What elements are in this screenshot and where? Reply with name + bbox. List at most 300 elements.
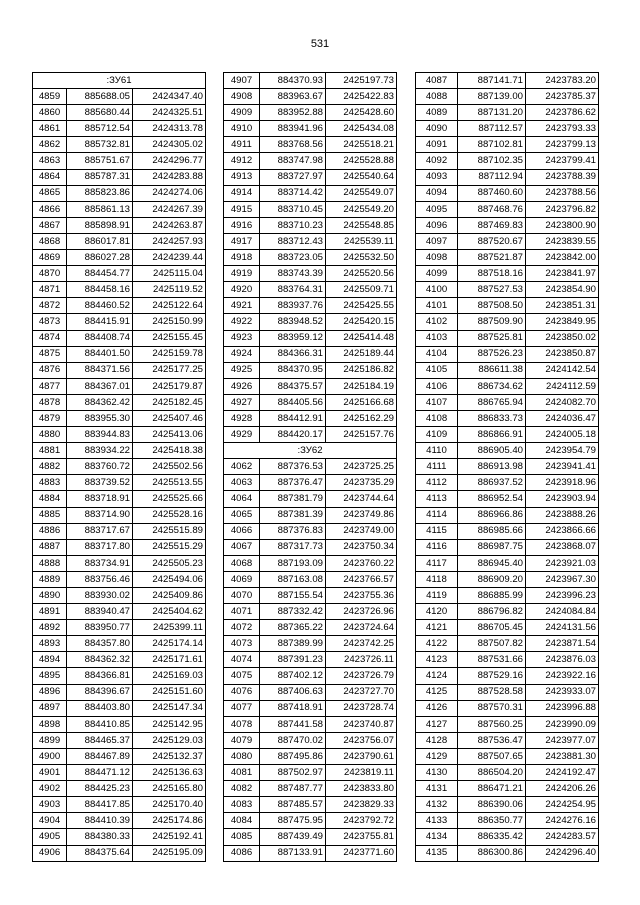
point-number: 4886 [33, 523, 67, 539]
x-coordinate: 883941.96 [260, 121, 326, 137]
y-coordinate: 2423829.33 [326, 797, 397, 813]
point-number: 4865 [33, 185, 67, 201]
point-number: 4091 [416, 137, 458, 153]
table-row [33, 266, 206, 282]
table-row [416, 314, 599, 330]
point-number: 4883 [33, 475, 67, 491]
point-number: 4905 [33, 829, 67, 845]
x-coordinate: 887112.57 [458, 121, 526, 137]
x-coordinate: 883734.91 [67, 555, 133, 571]
point-number: 4913 [224, 169, 260, 185]
point-number: 4115 [416, 523, 458, 539]
point-number: 4095 [416, 201, 458, 217]
y-coordinate: 2423756.07 [326, 732, 397, 748]
x-coordinate: 887402.12 [260, 668, 326, 684]
x-coordinate: 887381.39 [260, 507, 326, 523]
x-coordinate: 887418.91 [260, 700, 326, 716]
table-row [33, 845, 206, 861]
point-number: 4120 [416, 604, 458, 620]
table-row [416, 266, 599, 282]
x-coordinate: 883717.67 [67, 523, 133, 539]
y-coordinate: 2425434.08 [326, 121, 397, 137]
table-row [224, 732, 397, 748]
table-row [224, 668, 397, 684]
table-row [33, 765, 206, 781]
x-coordinate: 886937.52 [458, 475, 526, 491]
y-coordinate: 2425197.73 [326, 73, 397, 89]
point-number: 4102 [416, 314, 458, 330]
y-coordinate: 2425404.62 [133, 604, 206, 620]
y-coordinate: 2424296.40 [526, 845, 599, 861]
y-coordinate: 2425428.60 [326, 105, 397, 121]
table-row [224, 523, 397, 539]
y-coordinate: 2425414.48 [326, 330, 397, 346]
y-coordinate: 2423727.70 [326, 684, 397, 700]
point-number: 4094 [416, 185, 458, 201]
point-number: 4086 [224, 845, 260, 861]
y-coordinate: 2424263.87 [133, 217, 206, 233]
table-row [33, 298, 206, 314]
table-row [224, 121, 397, 137]
table-row [33, 555, 206, 571]
point-number: 4870 [33, 266, 67, 282]
y-coordinate: 2425142.95 [133, 716, 206, 732]
y-coordinate: 2425515.29 [133, 539, 206, 555]
point-number: 4088 [416, 89, 458, 105]
x-coordinate: 884362.32 [67, 652, 133, 668]
table-row [33, 89, 206, 105]
x-coordinate: 887529.16 [458, 668, 526, 684]
point-number: 4910 [224, 121, 260, 137]
coordinates-table-3 [415, 72, 599, 862]
x-coordinate: 886885.99 [458, 588, 526, 604]
x-coordinate: 885732.81 [67, 137, 133, 153]
table-row [33, 620, 206, 636]
table-row [33, 588, 206, 604]
table-row [416, 250, 599, 266]
y-coordinate: 2425195.09 [133, 845, 206, 861]
x-coordinate: 884460.52 [67, 298, 133, 314]
table-row [416, 523, 599, 539]
point-number: 4073 [224, 636, 260, 652]
table-row [33, 330, 206, 346]
y-coordinate: 2425502.56 [133, 459, 206, 475]
table-row [224, 845, 397, 861]
y-coordinate: 2423819.11 [326, 765, 397, 781]
point-number: 4900 [33, 748, 67, 764]
x-coordinate: 887560.25 [458, 716, 526, 732]
y-coordinate: 2424274.06 [133, 185, 206, 201]
x-coordinate: 887507.65 [458, 748, 526, 764]
x-coordinate: 883764.31 [260, 282, 326, 298]
table-row [33, 523, 206, 539]
table-row [33, 459, 206, 475]
x-coordinate: 883710.45 [260, 201, 326, 217]
y-coordinate: 2425174.14 [133, 636, 206, 652]
x-coordinate: 884410.85 [67, 716, 133, 732]
x-coordinate: 883959.12 [260, 330, 326, 346]
x-coordinate: 887468.76 [458, 201, 526, 217]
page-number: 531 [310, 38, 330, 50]
y-coordinate: 2425177.25 [133, 362, 206, 378]
y-coordinate: 2423849.95 [526, 314, 599, 330]
y-coordinate: 2423742.25 [326, 636, 397, 652]
parcel-header-row [224, 443, 397, 459]
table-row [33, 604, 206, 620]
x-coordinate: 884366.81 [67, 668, 133, 684]
y-coordinate: 2425518.21 [326, 137, 397, 153]
y-coordinate: 2423977.07 [526, 732, 599, 748]
x-coordinate: 883930.02 [67, 588, 133, 604]
y-coordinate: 2423850.02 [526, 330, 599, 346]
y-coordinate: 2425532.50 [326, 250, 397, 266]
y-coordinate: 2425179.87 [133, 378, 206, 394]
y-coordinate: 2425407.46 [133, 410, 206, 426]
table-row [224, 378, 397, 394]
table-row [224, 684, 397, 700]
table-row [224, 298, 397, 314]
x-coordinate: 887193.09 [260, 555, 326, 571]
y-coordinate: 2423881.30 [526, 748, 599, 764]
point-number: 4127 [416, 716, 458, 732]
table-row [224, 73, 397, 89]
y-coordinate: 2425528.88 [326, 153, 397, 169]
point-number: 4119 [416, 588, 458, 604]
table-row [33, 636, 206, 652]
y-coordinate: 2423726.79 [326, 668, 397, 684]
table-row [33, 732, 206, 748]
x-coordinate: 887406.63 [260, 684, 326, 700]
point-number: 4895 [33, 668, 67, 684]
y-coordinate: 2425520.56 [326, 266, 397, 282]
y-coordinate: 2423868.07 [526, 539, 599, 555]
x-coordinate: 886471.21 [458, 781, 526, 797]
point-number: 4122 [416, 636, 458, 652]
point-number: 4872 [33, 298, 67, 314]
point-number: 4880 [33, 427, 67, 443]
x-coordinate: 887376.47 [260, 475, 326, 491]
point-number: 4892 [33, 620, 67, 636]
table-row [416, 459, 599, 475]
table-row [416, 829, 599, 845]
x-coordinate: 884417.85 [67, 797, 133, 813]
table-row [33, 539, 206, 555]
table-row [224, 105, 397, 121]
point-number: 4904 [33, 813, 67, 829]
x-coordinate: 886985.66 [458, 523, 526, 539]
x-coordinate: 887470.02 [260, 732, 326, 748]
y-coordinate: 2425418.38 [133, 443, 206, 459]
x-coordinate: 887495.86 [260, 748, 326, 764]
y-coordinate: 2425413.06 [133, 427, 206, 443]
x-coordinate: 887163.08 [260, 571, 326, 587]
table-row [416, 797, 599, 813]
coordinates-table-2 [223, 72, 397, 862]
y-coordinate: 2425540.64 [326, 169, 397, 185]
table-row [224, 571, 397, 587]
y-coordinate: 2425525.66 [133, 491, 206, 507]
x-coordinate: 884415.91 [67, 314, 133, 330]
x-coordinate: 885712.54 [67, 121, 133, 137]
table-row [416, 588, 599, 604]
y-coordinate: 2424325.51 [133, 105, 206, 121]
point-number: 4116 [416, 539, 458, 555]
y-coordinate: 2423996.23 [526, 588, 599, 604]
x-coordinate: 884412.91 [260, 410, 326, 426]
x-coordinate: 884396.67 [67, 684, 133, 700]
x-coordinate: 887389.99 [260, 636, 326, 652]
table-row [224, 475, 397, 491]
y-coordinate: 2425409.86 [133, 588, 206, 604]
parcel-label: :ЗУ61 [33, 73, 206, 89]
y-coordinate: 2424005.18 [526, 427, 599, 443]
point-number: 4064 [224, 491, 260, 507]
point-number: 4919 [224, 266, 260, 282]
x-coordinate: 885680.44 [67, 105, 133, 121]
point-number: 4918 [224, 250, 260, 266]
y-coordinate: 2425132.37 [133, 748, 206, 764]
point-number: 4080 [224, 748, 260, 764]
x-coordinate: 883723.05 [260, 250, 326, 266]
point-number: 4071 [224, 604, 260, 620]
y-coordinate: 2425539.11 [326, 233, 397, 249]
table-row [33, 137, 206, 153]
x-coordinate: 887155.54 [260, 588, 326, 604]
table-row [224, 829, 397, 845]
table-row [224, 233, 397, 249]
point-number: 4868 [33, 233, 67, 249]
y-coordinate: 2423850.87 [526, 346, 599, 362]
point-number: 4082 [224, 781, 260, 797]
y-coordinate: 2424305.02 [133, 137, 206, 153]
y-coordinate: 2425505.23 [133, 555, 206, 571]
table-row [224, 217, 397, 233]
y-coordinate: 2423888.26 [526, 507, 599, 523]
point-number: 4134 [416, 829, 458, 845]
table-row [416, 427, 599, 443]
y-coordinate: 2423785.37 [526, 89, 599, 105]
table-row [416, 73, 599, 89]
x-coordinate: 883717.80 [67, 539, 133, 555]
y-coordinate: 2423967.30 [526, 571, 599, 587]
point-number: 4890 [33, 588, 67, 604]
table-row [33, 362, 206, 378]
table-row [224, 797, 397, 813]
point-number: 4075 [224, 668, 260, 684]
x-coordinate: 886335.42 [458, 829, 526, 845]
table-row [224, 781, 397, 797]
y-coordinate: 2425189.44 [326, 346, 397, 362]
x-coordinate: 886027.28 [67, 250, 133, 266]
y-coordinate: 2423724.64 [326, 620, 397, 636]
table-row [416, 443, 599, 459]
table-row [416, 620, 599, 636]
point-number: 4867 [33, 217, 67, 233]
point-number: 4124 [416, 668, 458, 684]
point-number: 4118 [416, 571, 458, 587]
y-coordinate: 2423996.88 [526, 700, 599, 716]
y-coordinate: 2423755.36 [326, 588, 397, 604]
y-coordinate: 2423866.66 [526, 523, 599, 539]
y-coordinate: 2425515.89 [133, 523, 206, 539]
point-number: 4896 [33, 684, 67, 700]
point-number: 4874 [33, 330, 67, 346]
x-coordinate: 883739.52 [67, 475, 133, 491]
point-number: 4911 [224, 137, 260, 153]
x-coordinate: 884370.93 [260, 73, 326, 89]
point-number: 4912 [224, 153, 260, 169]
point-number: 4885 [33, 507, 67, 523]
x-coordinate: 886796.82 [458, 604, 526, 620]
x-coordinate: 883937.76 [260, 298, 326, 314]
y-coordinate: 2423750.34 [326, 539, 397, 555]
point-number: 4903 [33, 797, 67, 813]
y-coordinate: 2423799.13 [526, 137, 599, 153]
table-row [224, 765, 397, 781]
y-coordinate: 2423788.39 [526, 169, 599, 185]
table-row [33, 410, 206, 426]
point-number: 4873 [33, 314, 67, 330]
table-row [224, 427, 397, 443]
table-row [33, 491, 206, 507]
point-number: 4114 [416, 507, 458, 523]
y-coordinate: 2424131.56 [526, 620, 599, 636]
y-coordinate: 2425513.55 [133, 475, 206, 491]
x-coordinate: 886300.86 [458, 845, 526, 861]
x-coordinate: 886350.77 [458, 813, 526, 829]
table-row [224, 394, 397, 410]
table-row [224, 137, 397, 153]
point-number: 4878 [33, 394, 67, 410]
point-number: 4902 [33, 781, 67, 797]
point-number: 4861 [33, 121, 67, 137]
table-row [33, 282, 206, 298]
y-coordinate: 2425159.78 [133, 346, 206, 362]
y-coordinate: 2425122.64 [133, 298, 206, 314]
point-number: 4096 [416, 217, 458, 233]
y-coordinate: 2425549.20 [326, 201, 397, 217]
y-coordinate: 2424084.84 [526, 604, 599, 620]
table-row [224, 588, 397, 604]
y-coordinate: 2425425.55 [326, 298, 397, 314]
table-row [416, 378, 599, 394]
x-coordinate: 884375.64 [67, 845, 133, 861]
x-coordinate: 887381.79 [260, 491, 326, 507]
x-coordinate: 885898.91 [67, 217, 133, 233]
y-coordinate: 2425170.40 [133, 797, 206, 813]
x-coordinate: 883963.67 [260, 89, 326, 105]
y-coordinate: 2424206.26 [526, 781, 599, 797]
table-row [224, 539, 397, 555]
point-number: 4098 [416, 250, 458, 266]
table-row [224, 716, 397, 732]
x-coordinate: 887391.23 [260, 652, 326, 668]
point-number: 4862 [33, 137, 67, 153]
coordinates-table-1 [32, 72, 206, 862]
y-coordinate: 2423842.00 [526, 250, 599, 266]
table-row [416, 185, 599, 201]
point-number: 4125 [416, 684, 458, 700]
point-number: 4897 [33, 700, 67, 716]
x-coordinate: 887460.60 [458, 185, 526, 201]
table-row [416, 781, 599, 797]
y-coordinate: 2423726.11 [326, 652, 397, 668]
x-coordinate: 887507.82 [458, 636, 526, 652]
table-row [224, 700, 397, 716]
table-row [33, 201, 206, 217]
table-row [416, 330, 599, 346]
point-number: 4135 [416, 845, 458, 861]
x-coordinate: 887485.57 [260, 797, 326, 813]
table-row [33, 668, 206, 684]
table-row [416, 748, 599, 764]
y-coordinate: 2423790.61 [326, 748, 397, 764]
point-number: 4074 [224, 652, 260, 668]
point-number: 4076 [224, 684, 260, 700]
point-number: 4889 [33, 571, 67, 587]
y-coordinate: 2423833.80 [326, 781, 397, 797]
y-coordinate: 2425169.03 [133, 668, 206, 684]
point-number: 4881 [33, 443, 67, 459]
point-number: 4072 [224, 620, 260, 636]
point-number: 4888 [33, 555, 67, 571]
point-number: 4133 [416, 813, 458, 829]
table-row [33, 121, 206, 137]
table-row [416, 765, 599, 781]
x-coordinate: 884371.56 [67, 362, 133, 378]
table-row [224, 813, 397, 829]
table-row [33, 829, 206, 845]
point-number: 4083 [224, 797, 260, 813]
y-coordinate: 2423799.41 [526, 153, 599, 169]
x-coordinate: 884420.17 [260, 427, 326, 443]
y-coordinate: 2424082.70 [526, 394, 599, 410]
y-coordinate: 2425509.71 [326, 282, 397, 298]
x-coordinate: 884458.16 [67, 282, 133, 298]
x-coordinate: 887112.94 [458, 169, 526, 185]
x-coordinate: 887102.35 [458, 153, 526, 169]
point-number: 4871 [33, 282, 67, 298]
x-coordinate: 887570.31 [458, 700, 526, 716]
point-number: 4887 [33, 539, 67, 555]
point-number: 4107 [416, 394, 458, 410]
point-number: 4916 [224, 217, 260, 233]
y-coordinate: 2423792.72 [326, 813, 397, 829]
point-number: 4117 [416, 555, 458, 571]
y-coordinate: 2423876.03 [526, 652, 599, 668]
y-coordinate: 2423796.82 [526, 201, 599, 217]
y-coordinate: 2424283.57 [526, 829, 599, 845]
table-row [416, 507, 599, 523]
point-number: 4907 [224, 73, 260, 89]
x-coordinate: 885688.05 [67, 89, 133, 105]
x-coordinate: 886966.86 [458, 507, 526, 523]
point-number: 4863 [33, 153, 67, 169]
x-coordinate: 887528.58 [458, 684, 526, 700]
y-coordinate: 2423725.25 [326, 459, 397, 475]
point-number: 4062 [224, 459, 260, 475]
table-row [224, 89, 397, 105]
x-coordinate: 883940.47 [67, 604, 133, 620]
y-coordinate: 2425184.19 [326, 378, 397, 394]
point-number: 4130 [416, 765, 458, 781]
x-coordinate: 884401.50 [67, 346, 133, 362]
table-row [416, 233, 599, 249]
table-row [224, 362, 397, 378]
point-number: 4864 [33, 169, 67, 185]
point-number: 4927 [224, 394, 260, 410]
y-coordinate: 2423918.96 [526, 475, 599, 491]
